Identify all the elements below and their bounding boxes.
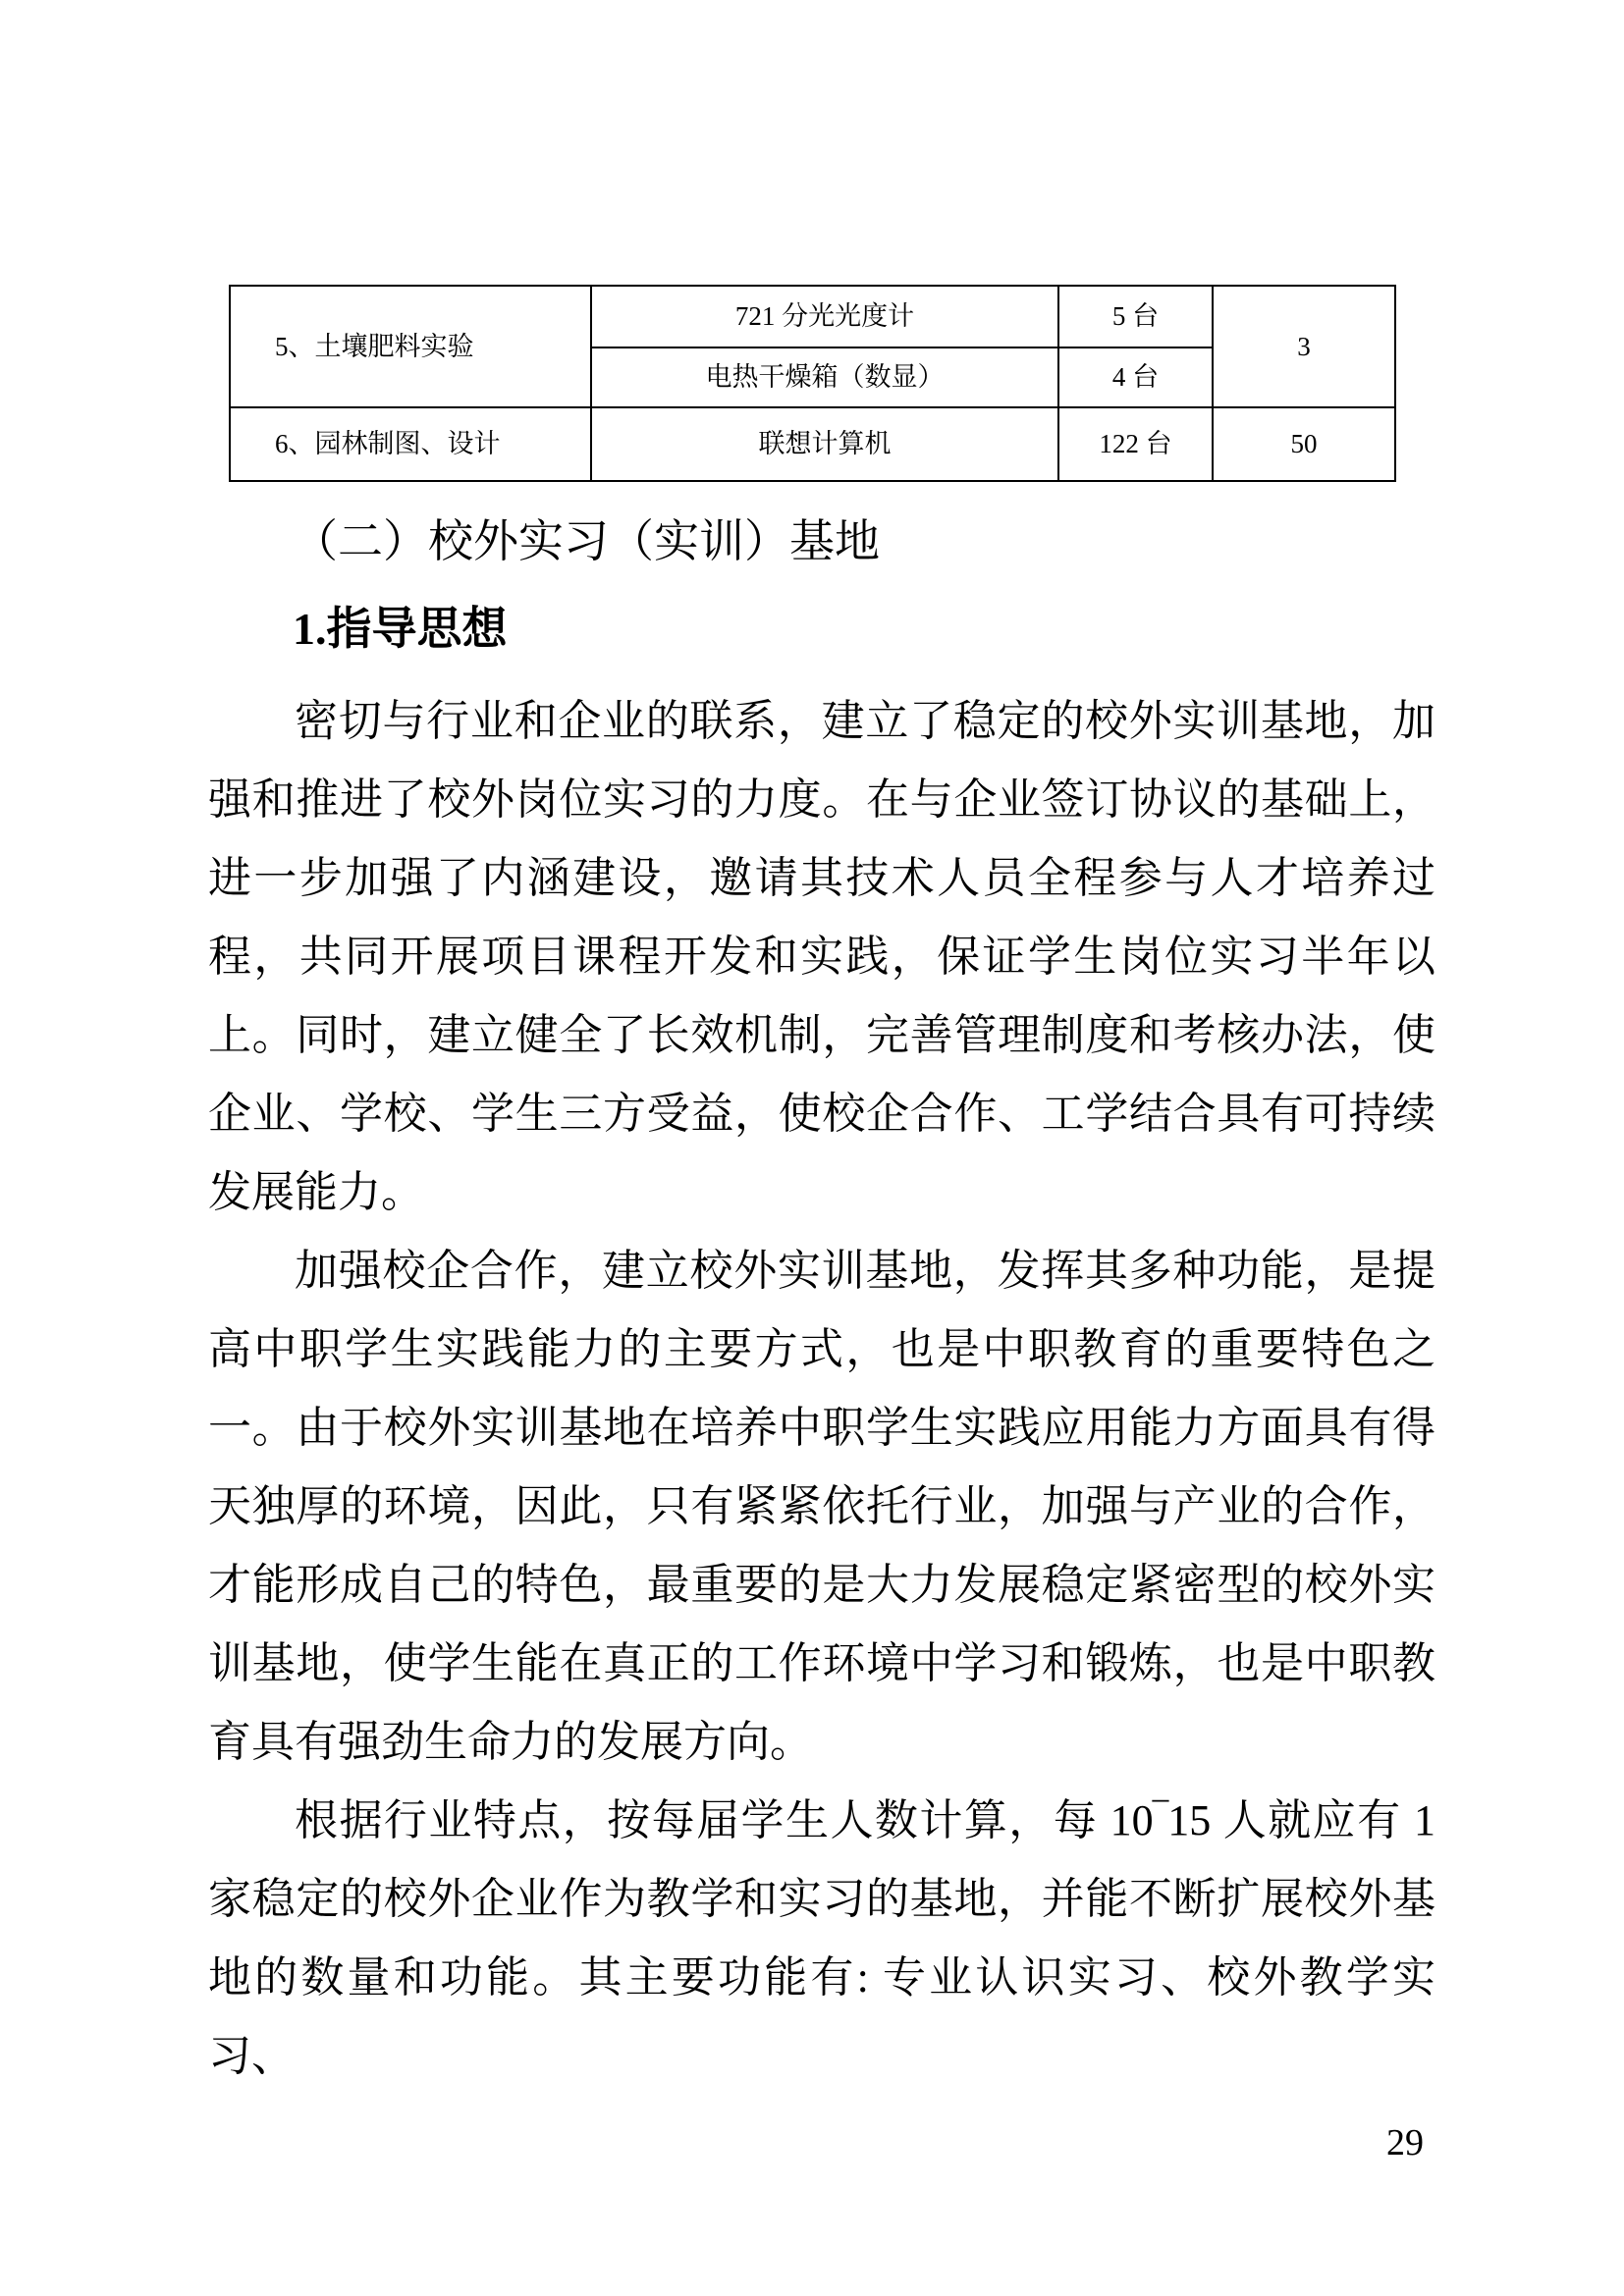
table-cell-quantity: 122 台 (1058, 407, 1213, 481)
table-cell-count: 50 (1213, 407, 1395, 481)
paragraph: 根据行业特点，按每届学生人数计算，每 10‾15 人就应有 1 家稳定的校外企业作为教学和实习的基地，并能不断扩展校外基地的数量和功能。其主要功能有: 专业认识实习、校外教学实习、 (208, 1796, 1435, 2080)
table-cell-count: 3 (1213, 286, 1395, 407)
section-heading: （二）校外实习（实训）基地 (293, 516, 880, 566)
table-cell-quantity: 4 台 (1058, 347, 1213, 407)
table-cell-course: 5、土壤肥料实验 (230, 286, 591, 407)
table-cell-equipment-name: 联想计算机 (591, 407, 1058, 481)
table-cell-course: 6、园林制图、设计 (230, 407, 591, 481)
page-number: 29 (1386, 2122, 1424, 2163)
table-cell-equipment-name: 电热干燥箱（数显） (591, 347, 1058, 407)
table-cell-quantity: 5 台 (1058, 286, 1213, 347)
table-cell-equipment-name: 721 分光光度计 (591, 286, 1058, 347)
paragraph: 加强校企合作，建立校外实训基地，发挥其多种功能，是提高中职学生实践能力的主要方式，也是中职教育的重要特色之一。由于校外实训基地在培养中职学生实践应用能力方面具有得天独厚的环境，因此，只有紧紧依托行业，加强与产业的合作，才能形成自己的特色，最重要的是大力发展稳定紧密型的校外实训基地，使学生能在真正的工作环境中学习和锻炼，也是中职教育具有强劲生命力的发展方向。 (208, 1247, 1435, 1766)
equipment-table (229, 285, 1396, 482)
paragraph: 密切与行业和企业的联系，建立了稳定的校外实训基地，加强和推进了校外岗位实习的力度。在与企业签订协议的基础上，进一步加强了内涵建设，邀请其技术人员全程参与人才培养过程，共同开展项目课程开发和实践，保证学生岗位实习半年以上。同时，建立健全了长效机制，完善管理制度和考核办法，使企业、学校、学生三方受益，使校企合作、工学结合具有可持续发展能力。 (208, 697, 1435, 1216)
table-row (230, 407, 1395, 481)
table-row (230, 286, 1395, 347)
sub-heading: 1.指导思想 (293, 604, 508, 654)
